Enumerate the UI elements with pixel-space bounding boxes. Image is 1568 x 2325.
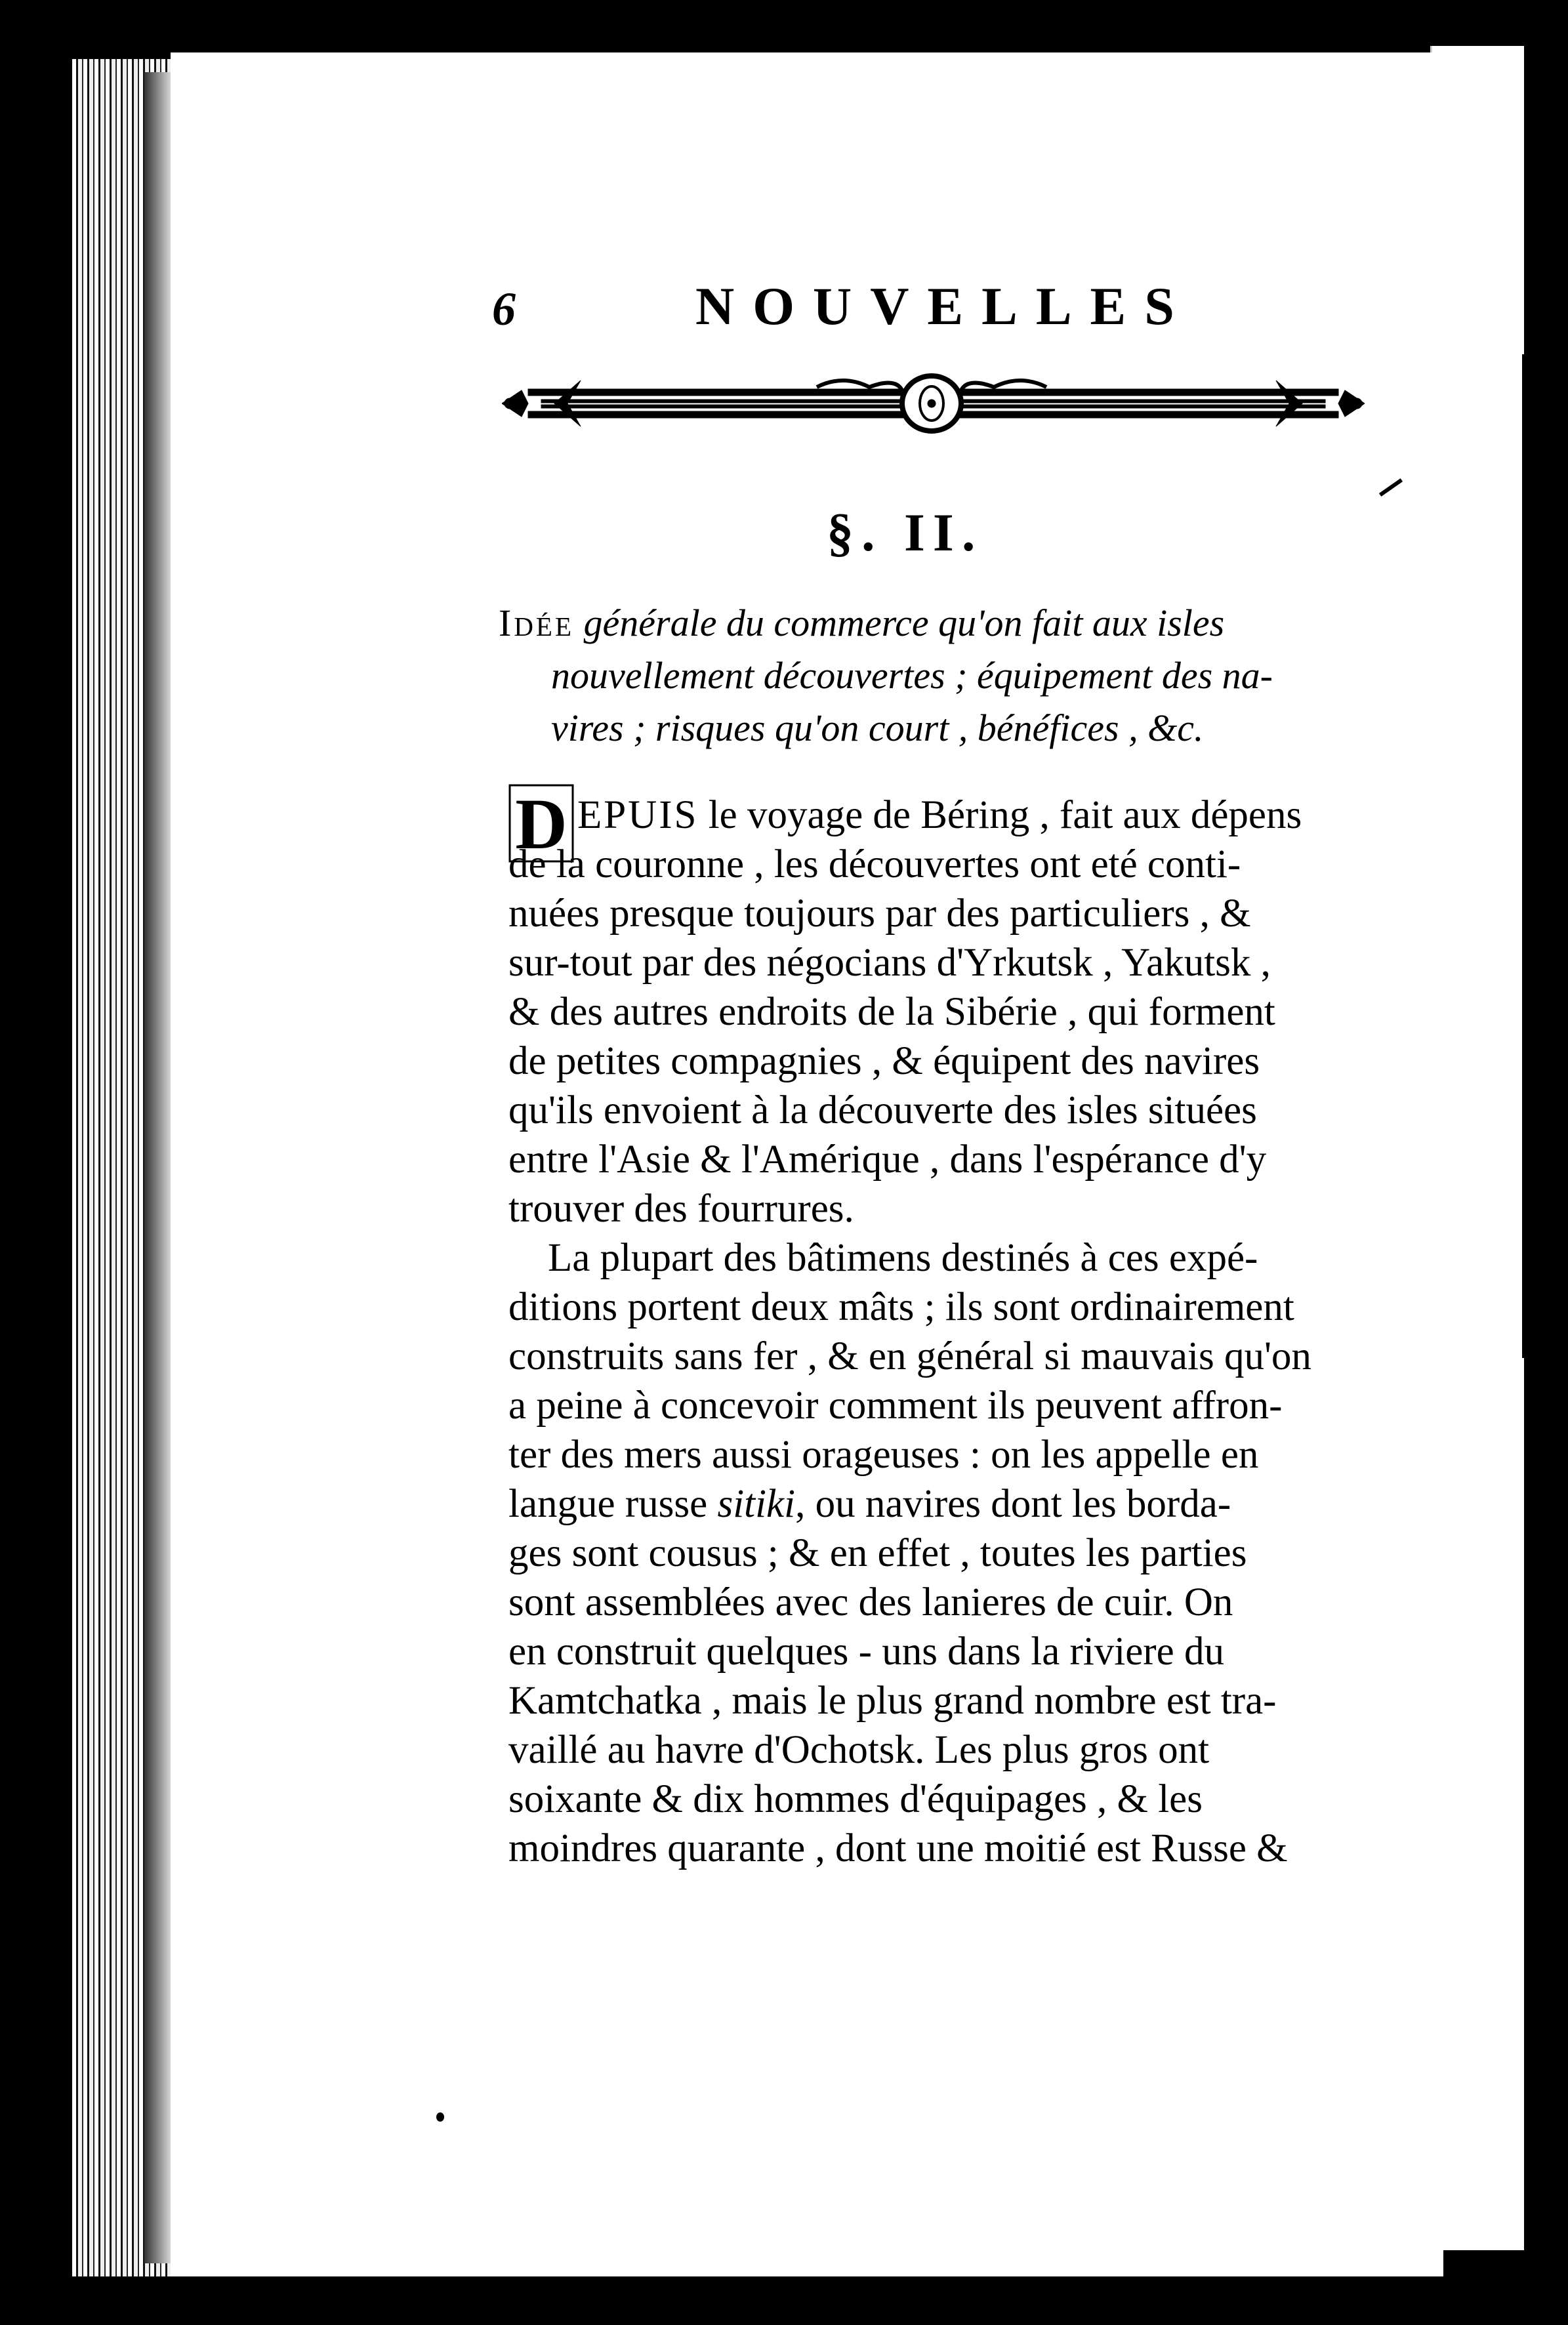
body-line: [508, 1479, 1388, 1529]
body-line-text: le voyage de Béring , fait aux dépens: [708, 793, 1302, 837]
italic-term: sitiki: [717, 1482, 796, 1526]
body-line: construits sans fer , & en général si mauvais qu'on: [508, 1334, 1311, 1378]
body-line: a peine à concevoir comment ils peuvent affron-: [508, 1384, 1283, 1428]
section-heading: §. II.: [827, 503, 983, 562]
body-line: sont assemblées avec des lanieres de cuir. On: [508, 1580, 1233, 1624]
section-summary: [499, 597, 1371, 754]
body-line: La plupart des bâtimens destinés à ces expé-: [548, 1236, 1258, 1280]
body-line: trouver des fourrures.: [508, 1187, 854, 1231]
body-line: ditions portent deux mâts ; ils sont ordinairement: [508, 1285, 1294, 1329]
body-line: [508, 791, 1388, 840]
body-line: Kamtchatka , mais le plus grand nombre est tra-: [508, 1679, 1277, 1723]
body-line-text: , ou navires dont les borda-: [795, 1482, 1231, 1526]
headpiece-ornament: [502, 371, 1365, 436]
facing-page-gutter: [1522, 354, 1548, 1358]
summary-line: nouvellement découvertes ; équipement des na-: [551, 654, 1273, 697]
body-line: de la couronne , les découvertes ont eté conti-: [508, 842, 1241, 886]
facing-page-edge: [1430, 46, 1524, 2250]
body-line: soixante & dix hommes d'équipages , & les: [508, 1777, 1203, 1821]
body-line: & des autres endroits de la Sibérie , qui forment: [508, 990, 1275, 1034]
body-line: vaillé au havre d'Ochotsk. Les plus gros ont: [508, 1728, 1210, 1772]
body-line: ter des mers aussi orageuses : on les appelle en: [508, 1433, 1259, 1477]
summary-text: générale du commerce qu'on fait aux isles: [583, 602, 1225, 644]
first-word: EPUIS: [577, 793, 699, 837]
body-line: sur-tout par des négocians d'Yrkutsk , Yakutsk ,: [508, 941, 1271, 985]
running-title: NOUVELLES: [695, 276, 1193, 336]
page-number: 6: [492, 283, 516, 335]
body-line: moindres quarante , dont une moitié est Russe &: [508, 1826, 1288, 1870]
running-head: [492, 276, 1371, 354]
body-text: [508, 791, 1388, 1873]
body-line: entre l'Asie & l'Amérique , dans l'espérance d'y: [508, 1138, 1267, 1182]
body-line: nuées presque toujours par des particuliers , &: [508, 892, 1251, 936]
body-line: de petites compagnies , & équipent des navires: [508, 1039, 1260, 1083]
summary-line: [499, 597, 1371, 649]
ink-speck: [436, 2112, 444, 2122]
body-line: qu'ils envoient à la découverte des isles situées: [508, 1088, 1257, 1132]
summary-lead-word: Idée: [499, 602, 575, 644]
drop-cap-letter: D: [515, 784, 567, 863]
summary-line: vires ; risques qu'on court , bénéfices , &c.: [551, 707, 1204, 749]
body-line-text: langue russe: [508, 1482, 708, 1526]
body-line: ges sont cousus ; & en effet , toutes les parties: [508, 1531, 1247, 1575]
body-line: en construit quelques - uns dans la riviere du: [508, 1630, 1224, 1674]
